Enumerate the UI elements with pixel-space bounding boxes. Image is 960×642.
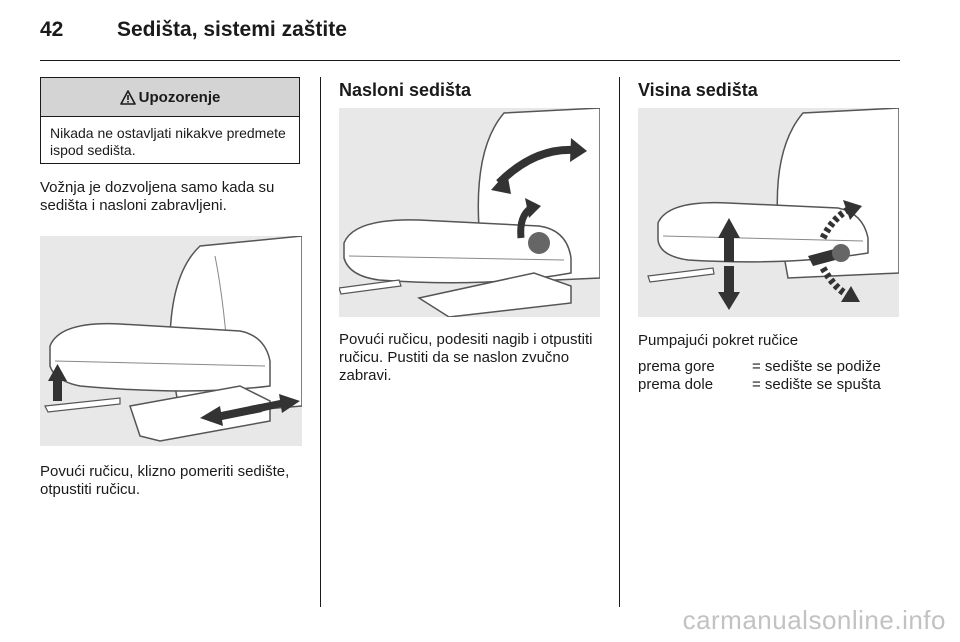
warning-header: [41, 78, 299, 117]
row-label: prema dole: [638, 376, 714, 393]
warning-text: Nikada ne ostavljati nikakve predmete ispod sedišta.: [50, 125, 286, 158]
warning-triangle-icon: [120, 90, 136, 105]
table-row: [638, 376, 881, 394]
height-table: [638, 358, 881, 394]
backrest-illustration: [339, 108, 600, 317]
section-title-backrest: Nasloni sedišta: [339, 80, 472, 100]
backrest-caption: Povući ručicu, podesiti nagib i otpustiti ručicu. Pustiti da se naslon zvučno zabravi.: [339, 331, 593, 384]
slide-caption: Povući ručicu, klizno pomeriti sedište, otpustiti ručicu.: [40, 463, 290, 498]
row-value: = sedište se podiže: [752, 358, 881, 375]
section-title-height: Visina sedišta: [638, 80, 758, 100]
table-row: [638, 358, 881, 376]
column-divider-2: [619, 77, 620, 607]
warning-box: [40, 77, 300, 164]
warning-title: Upozorenje: [138, 88, 221, 106]
row-value: = sedište se spušta: [752, 376, 881, 393]
watermark: carmanualsonline.info: [682, 605, 946, 635]
page-title: Sedišta, sistemi zaštite: [117, 18, 347, 41]
row-label: prema gore: [638, 358, 715, 375]
column-divider-1: [320, 77, 321, 607]
header-rule: [40, 60, 900, 61]
backrest-svg: [339, 108, 600, 317]
seat-height-illustration: [638, 108, 899, 317]
seat-slide-illustration: [40, 236, 302, 446]
seat-height-svg: [638, 108, 899, 317]
locking-note: Vožnja je dozvoljena samo kada su sedišta i nasloni zabravljeni.: [40, 179, 275, 214]
height-down-arrow: [718, 266, 740, 310]
height-intro: Pumpajući pokret ručice: [638, 332, 799, 349]
page-number: 42: [40, 18, 64, 41]
seat-slide-svg: [40, 236, 302, 446]
